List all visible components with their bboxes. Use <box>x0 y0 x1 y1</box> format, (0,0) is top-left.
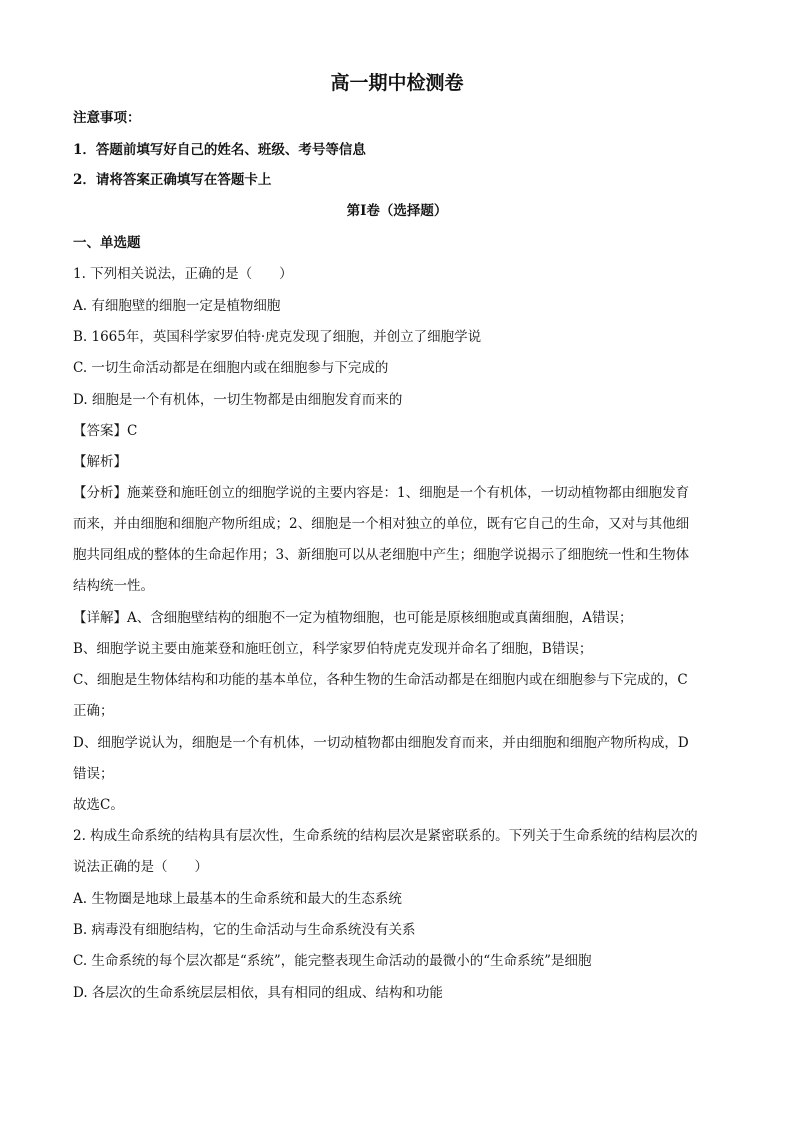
detail-line: B、细胞学说主要由施莱登和施旺创立，科学家罗伯特虎克发现并命名了细胞，B错误； <box>73 641 593 657</box>
detail-line: 错误； <box>73 766 114 782</box>
question-2-option-d: D. 各层次的生命系统层层相依，具有相同的组成、结构和功能 <box>73 985 443 1001</box>
detail-line: D、细胞学说认为，细胞是一个有机体，一切动植物都由细胞发育而来，并由细胞和细胞产物所构成，D <box>73 735 689 751</box>
page-title: 高一期中检测卷 <box>330 72 464 94</box>
detail-line: 正确； <box>73 703 114 719</box>
question-1-option-b: B. 1665年，英国科学家罗伯特·虎克发现了细胞，并创立了细胞学说 <box>73 329 482 345</box>
notice-item-1: 1．答题前填写好自己的姓名、班级、考号等信息 <box>73 142 366 158</box>
detail-line: 【详解】A、含细胞壁结构的细胞不一定为植物细胞，也可能是原核细胞或真菌细胞，A错误； <box>73 610 633 626</box>
question-1-stem: 1. 下列相关说法，正确的是（ ） <box>73 266 293 282</box>
analysis-line: 而来，并由细胞和细胞产物所组成；2、细胞是一个相对独立的单位，既有它自己的生命，又对与其他细 <box>73 516 690 532</box>
question-1-answer: 【答案】C <box>73 423 138 439</box>
question-2-stem-line: 2. 构成生命系统的结构具有层次性，生命系统的结构层次是紧密联系的。下列关于生命系统的结构层次的 <box>73 828 698 844</box>
question-1-option-c: C. 一切生命活动都是在细胞内或在细胞参与下完成的 <box>73 360 389 376</box>
volume-heading: 第I卷（选择题） <box>346 203 448 219</box>
section-heading: 一、单选题 <box>73 235 141 251</box>
analysis-line: 结构统一性。 <box>73 578 154 594</box>
question-2-option-c: C. 生命系统的每个层次都是“系统”，能完整表现生命活动的最微小的“生命系统”是细胞 <box>73 953 592 969</box>
question-1-option-a: A. 有细胞壁的细胞一定是植物细胞 <box>73 298 281 314</box>
question-2-option-b: B. 病毒没有细胞结构，它的生命活动与生命系统没有关系 <box>73 922 416 938</box>
detail-line: C、细胞是生物体结构和功能的基本单位，各种生物的生命活动都是在细胞内或在细胞参与下完成的，C <box>73 672 688 688</box>
question-2-stem-line: 说法正确的是（ ） <box>73 859 208 875</box>
analysis-line: 胞共同组成的整体的生命起作用；3、新细胞可以从老细胞中产生；细胞学说揭示了细胞统一性和生物体 <box>73 547 690 563</box>
question-2-option-a: A. 生物圈是地球上最基本的生命系统和最大的生态系统 <box>73 891 402 907</box>
detail-line: 故选C。 <box>73 797 124 813</box>
question-1-analysis-label: 【解析】 <box>73 454 127 470</box>
notice-heading: 注意事项： <box>73 110 141 126</box>
notice-item-2: 2．请将答案正确填写在答题卡上 <box>73 172 272 188</box>
analysis-line: 【分析】施莱登和施旺创立的细胞学说的主要内容是：1、细胞是一个有机体，一切动植物都由细胞发育 <box>73 485 690 501</box>
question-1-option-d: D. 细胞是一个有机体，一切生物都是由细胞发育而来的 <box>73 392 403 408</box>
